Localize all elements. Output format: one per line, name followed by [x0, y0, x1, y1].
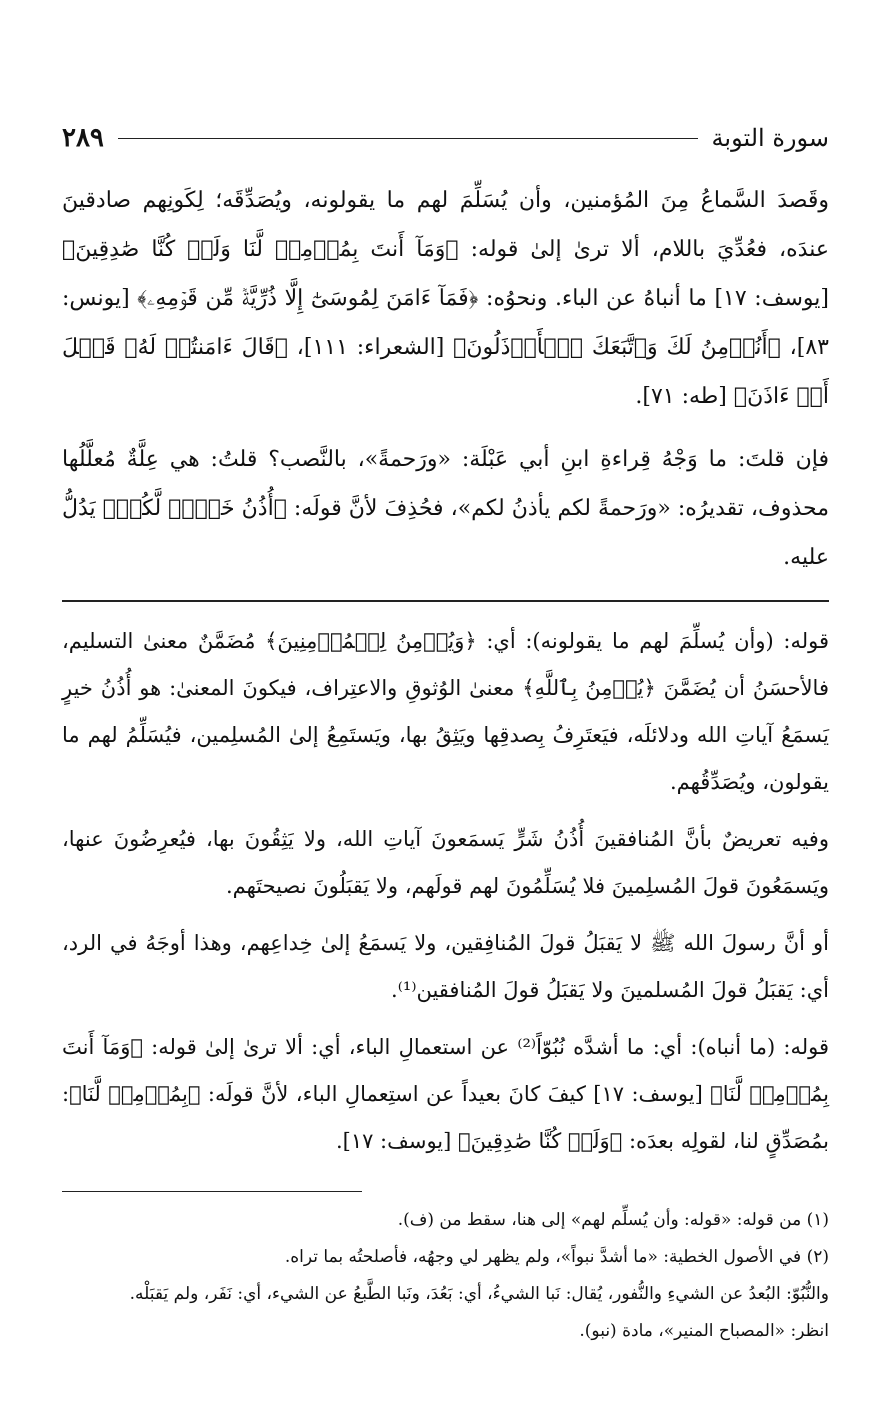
footnotes	[62, 1202, 829, 1350]
commentary-paragraph: قوله: (ما أنباه): أي: ما أشدَّه نُبُوّاً⁽²⁾ عن استعمالِ الباء، أي: ألا ترىٰ إلىٰ قوله: ﴿وَمَآ أَنتَ بِمُؤۡمِنٖ لَّنَا﴾ [يوسف: ١٧] كيفَ كانَ بعيداً عن استِعمالِ الباء، لأنَّ قولَه: ﴿بِمُؤۡمِنٖ لَّنَا﴾: بمُصَدِّقٍ لنا، لقولِه بعدَه: ﴿وَلَوۡ كُنَّا صَٰدِقِينَ﴾ [يوسف: ١٧].	[62, 1035, 829, 1153]
footnote: والنُّبُوّ: البُعدُ عن الشيءِ والنُّفور، يُقال: نَبا الشيءُ، أي: بَعُدَ، ونَبا الطَّبعُ عن الشيء، أي: نَفَر، ولم يَقبَلْه.	[129, 1284, 829, 1304]
page-header	[62, 118, 829, 158]
page-number: ٢٨٩	[62, 123, 104, 153]
header-rule	[118, 138, 698, 139]
footnote: (١) من قوله: «قوله: وأن يُسلِّم لهم» إلى هنا، سقط من (ف).	[397, 1210, 829, 1230]
footnote-rule	[62, 1191, 362, 1192]
main-paragraph: فإن قلتَ: ما وَجْهُ قِراءةِ ابنِ أبي عَبْلَة: «ورَحمةً»، بالنَّصب؟ قلتُ: هي عِلَّةٌ مُعلَّلُها محذوف، تقديرُه: «ورَحمةً لكم يأذنُ لكم»، فحُذِفَ لأنَّ قولَه: ﴿أُذُنُ خَيۡرٖ لَّكُمۡ﴾ يَدُلُّ عليه.	[62, 447, 829, 570]
commentary	[62, 618, 829, 1165]
footnote: انظر: «المصباح المنير»، مادة (نبو).	[579, 1321, 829, 1341]
main-text	[62, 176, 829, 582]
commentary-paragraph: وفيه تعريضٌ بأنَّ المُنافقينَ أُذُنُ شَرٍّ يَسمَعونَ آياتِ الله، ولا يَثِقُونَ بها، فيُعرِضُونَ عنها، ويَسمَعُونَ قولَ المُسلِمينَ فلا يُسَلِّمُونَ لهم قولَهم، ولا يَقبَلُونَ نصيحتَهم.	[62, 827, 829, 898]
commentary-paragraph: أو أنَّ رسولَ الله ﷺ لا يَقبَلُ قولَ المُنافِقين، ولا يَسمَعُ إلىٰ خِداعِهم، وهذا أوجَهُ في الرد، أي: يَقبَلُ قولَ المُسلمينَ ولا يَقبَلُ قولَ المُنافقين⁽¹⁾.	[62, 931, 829, 1002]
main-paragraph: وقَصدَ السَّماعُ مِنَ المُؤمنين، وأن يُسَلِّمَ لهم ما يقولونه، ويُصَدِّقَه؛ لِكَونِهم صادقينَ عندَه، فعُدِّيَ باللام، ألا ترىٰ إلىٰ قوله: ﴿وَمَآ أَنتَ بِمُؤۡمِنٖ لَّنَا وَلَوۡ كُنَّا صَٰدِقِينَ﴾ [يوسف: ١٧] ما أنباهُ عن الباء. ونحوُه: ﴿فَمَآ ءَامَنَ لِمُوسَىٰٓ إِلَّا ذُرِّيَّةٞ مِّن قَوۡمِهِۦ﴾ [يونس: ٨٣]، ﴿أَنُؤۡمِنُ لَكَ وَٱتَّبَعَكَ ٱلۡأَرۡذَلُونَ﴾ [الشعراء: ١١١]، ﴿قَالَ ءَامَنتُمۡ لَهُۥ قَبۡلَ أَنۡ ءَاذَنَ﴾ [طه: ٧١].	[62, 188, 829, 409]
footnote: (٢) في الأصول الخطية: «ما أشدَّ نبواً»، ولم يظهر لي وجهُه، فأصلحتُه بما تراه.	[284, 1247, 829, 1267]
surah-title: سورة التوبة	[711, 124, 829, 152]
section-divider	[62, 600, 829, 602]
commentary-paragraph: قوله: (وأن يُسلِّمَ لهم ما يقولونه): أي: ﴿وَيُؤۡمِنُ لِلۡمُؤۡمِنِينَ﴾ مُضَمَّنٌ معنىٰ التسليم، فالأحسَنُ أن يُضَمَّنَ ﴿يُؤۡمِنُ بِٱللَّهِ﴾ معنىٰ الوُثوقِ والاعتِراف، فيكونَ المعنىٰ: هو أُذُنُ خيرٍ يَسمَعُ آياتِ الله ودلائلَه، فيَعتَرِفُ بِصدقِها ويَثِقُ بها، ويَستَمِعُ إلىٰ المُسلِمين، فيُسَلِّمُ لهم ما يقولون، ويُصَدِّقُهم.	[62, 629, 829, 794]
